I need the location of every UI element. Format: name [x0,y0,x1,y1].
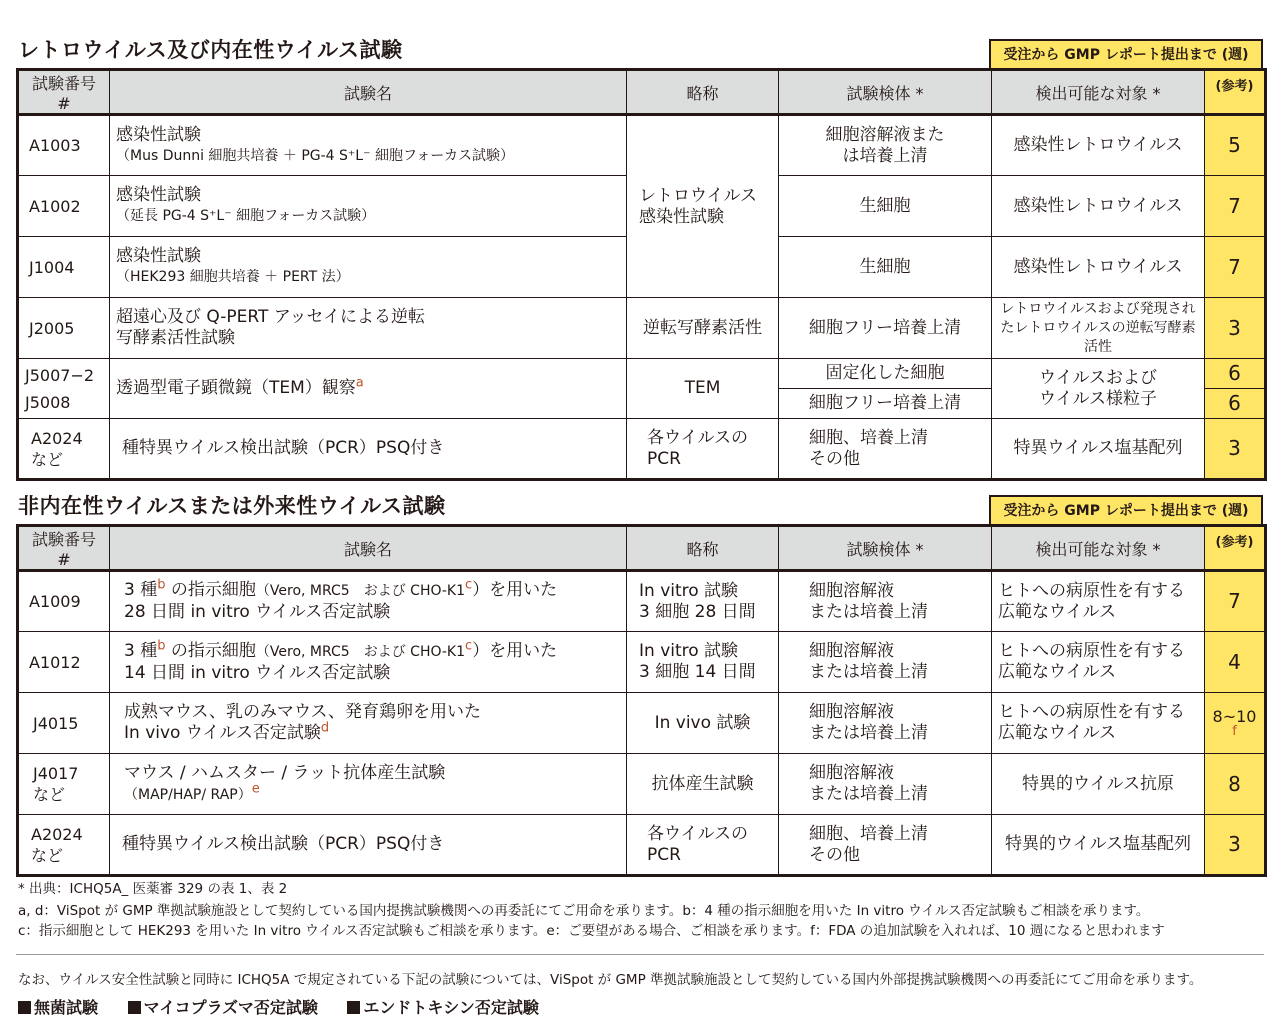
test-id: J4015 [18,693,110,754]
test-abbr: 各ウイルスのPCR [627,419,779,480]
test-sample: 細胞溶解液 または培養上清 [779,754,992,815]
test-target: ヒトへの病原性を有する 広範なウイルス [992,632,1205,693]
section1-table [16,68,1267,481]
header-abbr: 略称 [627,526,779,571]
test-sample: 細胞、培養上清 その他 [779,815,992,876]
weeks-value: 3 [1205,419,1266,480]
header-ref: (参考) [1205,70,1266,115]
square-bullet-icon [347,1001,360,1014]
test-sample: 細胞フリー培養上清 [779,389,992,419]
square-bullet-icon [18,1001,31,1014]
test-name: 感染性試験 （HEK293 細胞共培養 ＋ PERT 法） [110,237,627,298]
test-target: 特異的ウイルス塩基配列 [992,815,1205,876]
test-id: A2024 など [18,419,110,480]
table-row [18,571,1266,632]
weeks-value: 8~10 f [1205,693,1266,754]
test-id: A1009 [18,571,110,632]
header-target: 検出可能な対象 * [992,526,1205,571]
weeks-value: 7 [1205,571,1266,632]
test-id: A2024 など [18,815,110,876]
weeks-value: 3 [1205,815,1266,876]
header-id: 試験番号 # [18,526,110,571]
header-name: 試験名 [110,70,627,115]
test-sample: 細胞フリー培養上清 [779,298,992,359]
section2-table [16,524,1267,877]
test-target: 特異ウイルス塩基配列 [992,419,1205,480]
section1-title: レトロウイルス及び内在性ウイルス試験 [18,38,403,62]
test-abbr: 各ウイルスの PCR [627,815,779,876]
test-id: J2005 [18,298,110,359]
section2-gmp-label: 受注から GMP レポート提出まで (週) [989,495,1263,525]
test-abbr: 逆転写酵素活性 [627,298,779,359]
test-id: A1002 [18,176,110,237]
table-row [18,815,1266,876]
table-row [18,419,1266,480]
test-target: 感染性レトロウイルス [992,176,1205,237]
table-row [18,693,1266,754]
table-row [18,298,1266,359]
test-target: レトロウイルスおよび発現されたレトロウイルスの逆転写酵素活性 [992,298,1205,359]
test-sample: 細胞溶解液 または培養上清 [779,632,992,693]
test-sample: 固定化した細胞 [779,359,992,389]
test-id: J5007−2 J5008 [18,359,110,419]
header-sample: 試験検体 * [779,526,992,571]
weeks-value: 8 [1205,754,1266,815]
test-id: A1003 [18,115,110,176]
header-id: 試験番号 # [18,70,110,115]
test-sample: 細胞、培養上清その他 [779,419,992,480]
test-name: 成熟マウス、乳のみマウス、発育鶏卵を用いた In vivo ウイルス否定試験$^d$ [110,693,627,754]
test-sample: 生細胞 [779,176,992,237]
test-name: 3 種$^b$ の指示細胞（Vero, MRC5 および CHO-K1$^c$）を用いた 28 日間 in vitro ウイルス否定試験 [110,571,627,632]
test-name: 種特異ウイルス検出試験（PCR）PSQ付き [110,815,627,876]
table-row [18,115,1266,176]
test-id: A1012 [18,632,110,693]
test-name: 種特異ウイルス検出試験（PCR）PSQ付き [110,419,627,480]
section1-gmp-label: 受注から GMP レポート提出まで (週) [989,39,1263,69]
divider [16,954,1264,955]
test-name: 3 種$^b$ の指示細胞（Vero, MRC5 および CHO-K1$^c$）を用いた 14 日間 in vitro ウイルス否定試験 [110,632,627,693]
weeks-value: 5 [1205,115,1266,176]
weeks-value: 7 [1205,176,1266,237]
test-name: 感染性試験 （Mus Dunni 細胞共培養 ＋ PG-4 S⁺L⁻ 細胞フォーカス試験） [110,115,627,176]
table-header-row [18,70,1266,115]
section2-title: 非内在性ウイルスまたは外来性ウイルス試験 [18,494,446,518]
test-sample: 生細胞 [779,237,992,298]
note-text: なお、ウイルス安全性試験と同時に ICHQ5A で規定されている下記の試験については、ViSpot が GMP 準拠試験施設として契約している国内外部提携試験機関への再委託にてご用命を承ります。 [18,972,1203,988]
test-name: 感染性試験 （延長 PG-4 S⁺L⁻ 細胞フォーカス試験） [110,176,627,237]
test-sample: 細胞溶解液または培養上清 [779,115,992,176]
footnote-c-e-f: c：指示細胞として HEK293 を用いた In vitro ウイルス否定試験もご相談を承ります。e：ご要望がある場合、ご相談を承ります。f：FDA の追加試験を入れれば、10 週になると思われます [18,923,1165,939]
header-sample: 試験検体 * [779,70,992,115]
extra-test-item: エンドトキシン否定試験 [347,998,538,1017]
test-name: 超遠心及び Q-PERT アッセイによる逆転写酵素活性試験 [110,298,627,359]
weeks-value: 4 [1205,632,1266,693]
test-target: 感染性レトロウイルス [992,115,1205,176]
header-abbr: 略称 [627,70,779,115]
square-bullet-icon [128,1001,141,1014]
test-abbr: レトロウイルス感染性試験 [627,115,779,298]
table-row [18,359,1266,389]
test-target: ウイルスおよびウイルス様粒子 [992,359,1205,419]
weeks-value: 6 [1205,389,1266,419]
extra-test-item: 無菌試験 [18,998,98,1017]
test-sample: 細胞溶解液 または培養上清 [779,571,992,632]
test-id: J1004 [18,237,110,298]
extra-tests-list [18,995,563,1018]
test-abbr: In vitro 試験 3 細胞 14 日間 [627,632,779,693]
extra-test-item: マイコプラズマ否定試験 [128,998,318,1017]
test-target: 特異的ウイルス抗原 [992,754,1205,815]
table-header-row [18,526,1266,571]
test-abbr: In vivo 試験 [627,693,779,754]
test-name: マウス / ハムスター / ラット抗体産生試験 （MAP/HAP/ RAP）$^e$ [110,754,627,815]
test-sample: 細胞溶解液 または培養上清 [779,693,992,754]
test-abbr: In vitro 試験 3 細胞 28 日間 [627,571,779,632]
table-row [18,632,1266,693]
table-row [18,754,1266,815]
header-name: 試験名 [110,526,627,571]
test-abbr: 抗体産生試験 [627,754,779,815]
test-target: 感染性レトロウイルス [992,237,1205,298]
footnote-ad-b: a, d：ViSpot が GMP 準拠試験施設として契約している国内提携試験機関への再委託にてご用命を承ります。b：4 種の指示細胞を用いた In vitro ウイルス否定試験もご相談を承ります。 [18,903,1150,919]
test-target: ヒトへの病原性を有する 広範なウイルス [992,571,1205,632]
test-name: 透過型電子顕微鏡（TEM）観察$^a$ [110,359,627,419]
header-target: 検出可能な対象 * [992,70,1205,115]
test-id: J4017 など [18,754,110,815]
weeks-value: 3 [1205,298,1266,359]
header-ref: (参考) [1205,526,1266,571]
test-abbr: TEM [627,359,779,419]
test-target: ヒトへの病原性を有する 広範なウイルス [992,693,1205,754]
footnote-source: * 出典：ICHQ5A_ 医薬審 329 の表 1、表 2 [18,881,288,897]
weeks-value: 7 [1205,237,1266,298]
weeks-value: 6 [1205,359,1266,389]
